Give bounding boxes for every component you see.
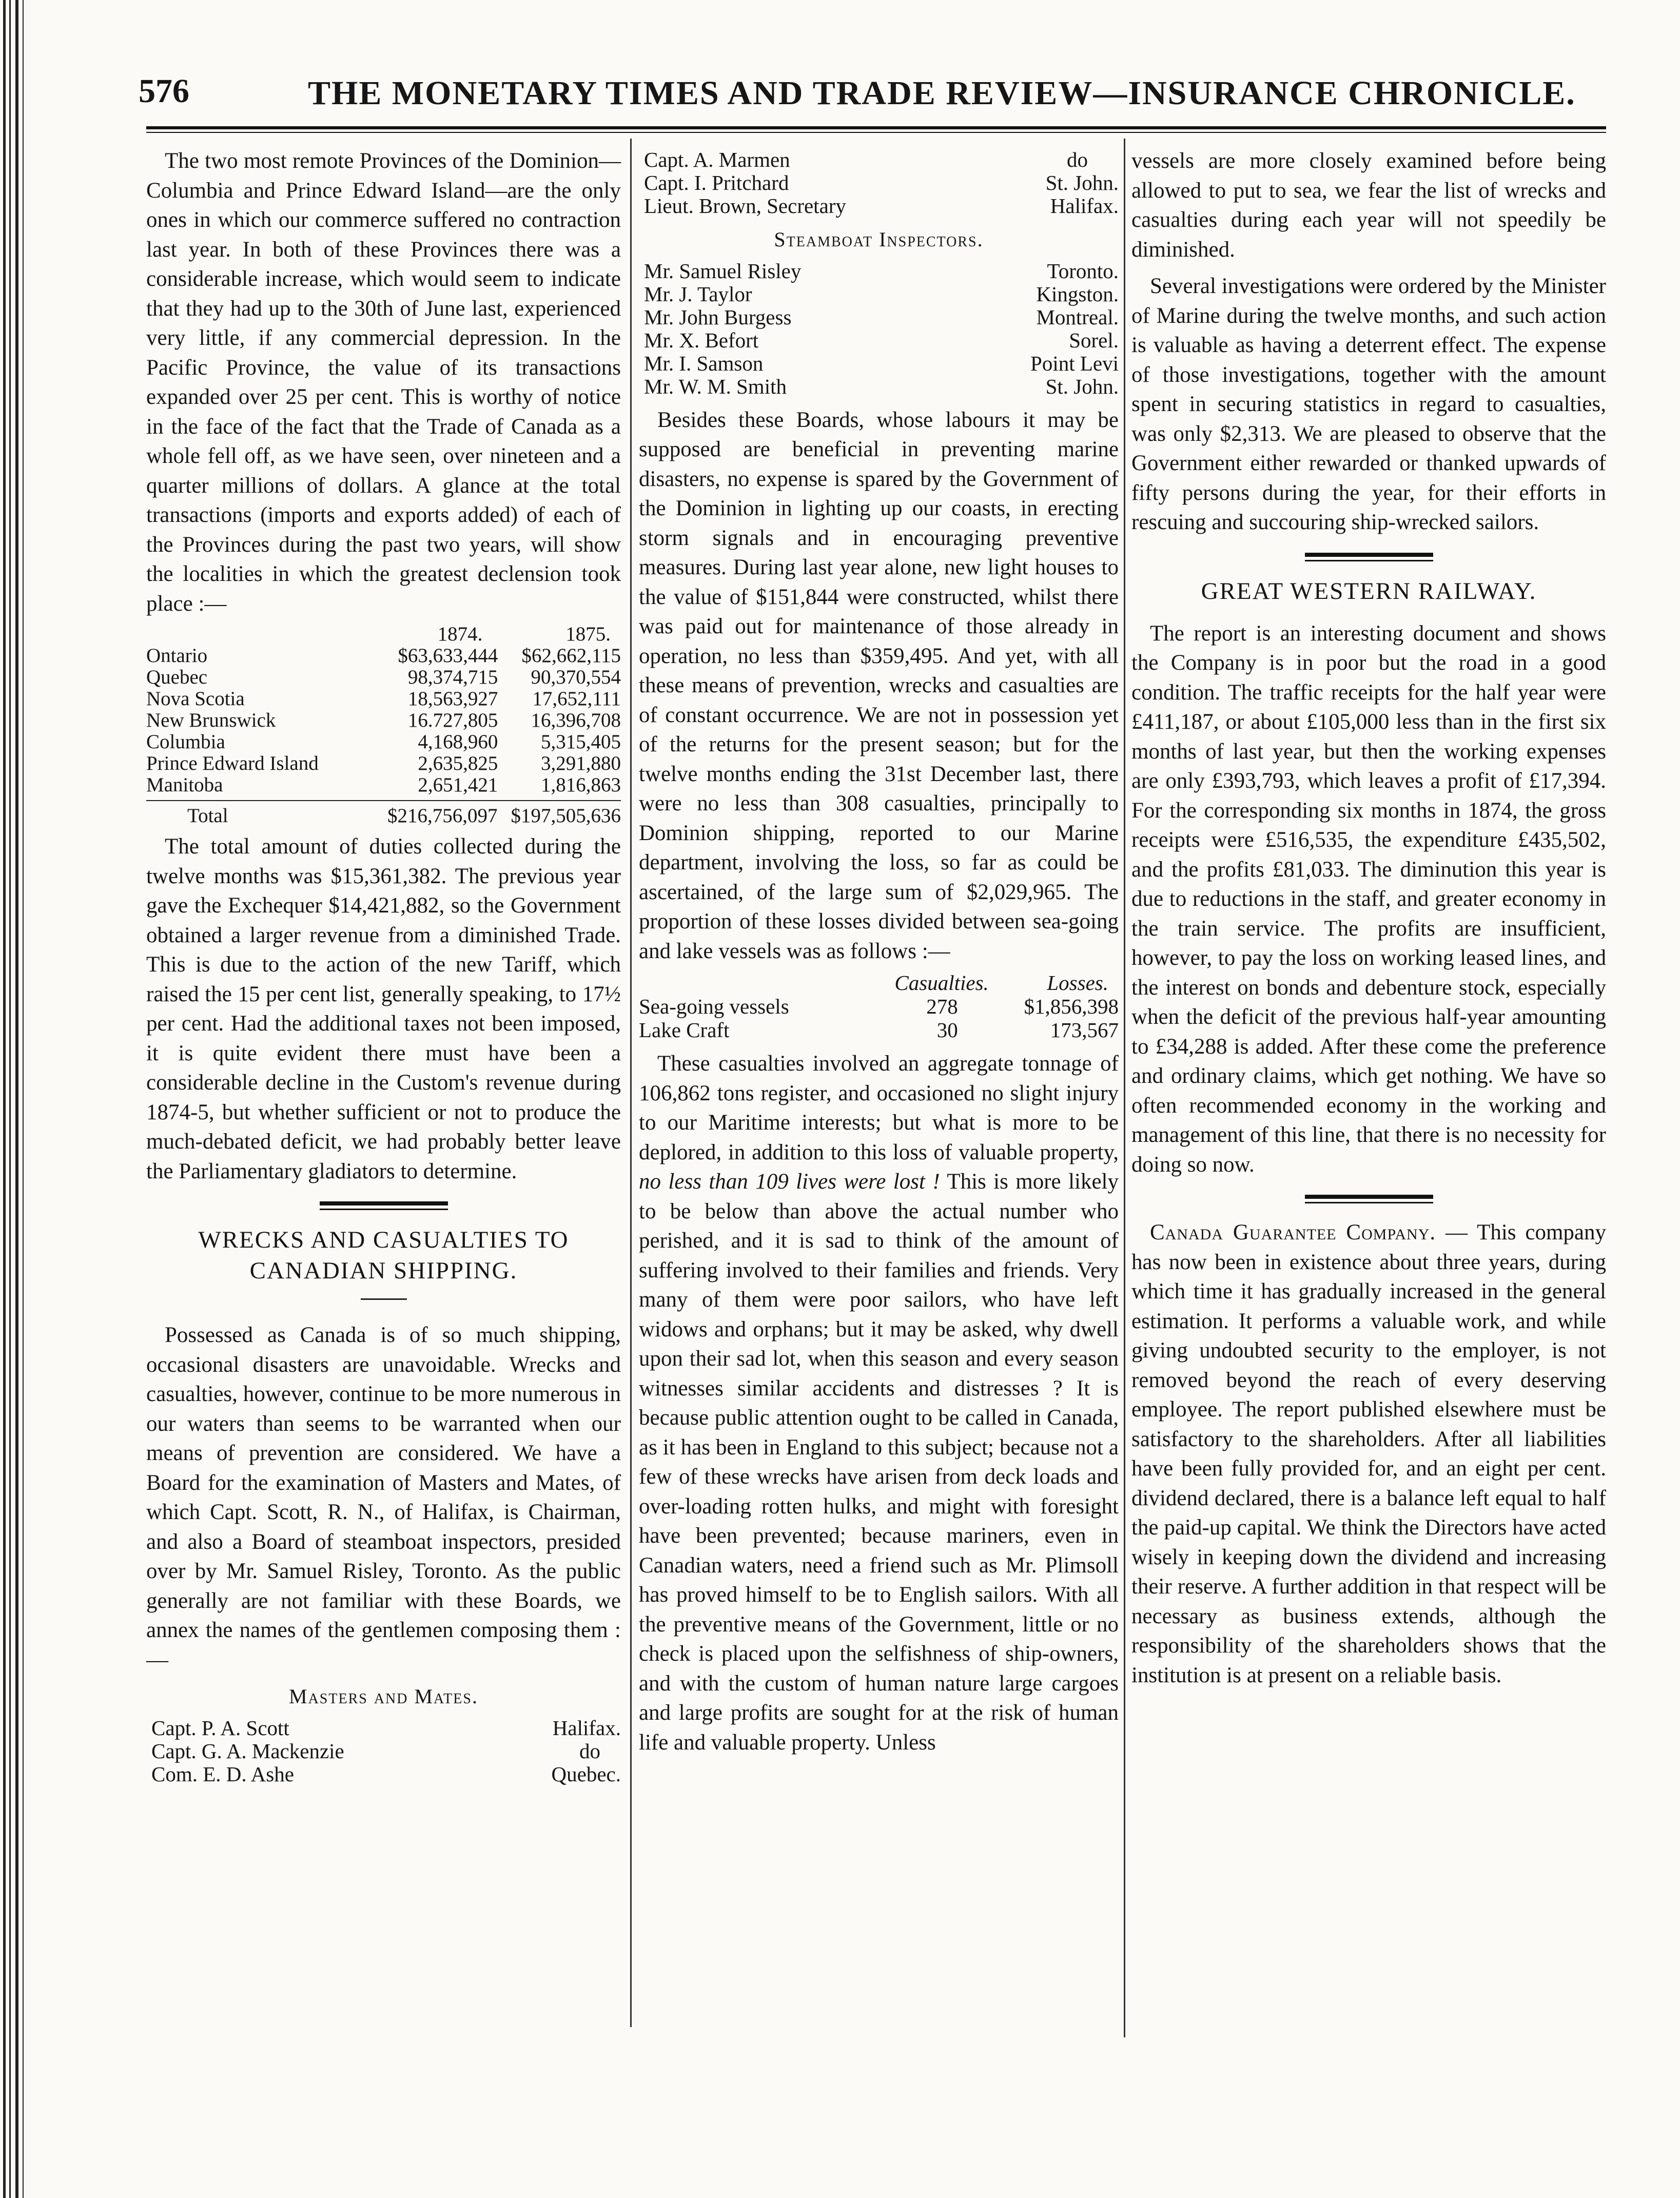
table-row xyxy=(639,1018,1119,1042)
list-item: Mr. I. Samson Point Levi xyxy=(644,351,1119,375)
header-rule-thin xyxy=(146,132,1606,133)
list-item: Capt. I. Pritchard St. John. xyxy=(644,171,1119,194)
table-header-cell xyxy=(639,971,859,995)
province-cell: Nova Scotia xyxy=(146,688,245,710)
casualties-cell: 30 xyxy=(936,1018,958,1042)
list-item: Mr. J. Taylor Kingston. xyxy=(644,282,1119,306)
value-cell: 17,652,111 xyxy=(532,688,621,710)
investigations-paragraph: Several investigations were ordered by the Minister of Marine during the twelve months, and such action is valuable as having a deterrent effect. The expense of those investigations, together with the amount spent in securing statistics in regard to casualties, was only $2,313. We are pleased to observe that the Government either rewarded or thanked upwards of fifty persons during the year, for their efforts in rescuing and succouring ship-wrecked sailors. xyxy=(1131,274,1606,534)
losses-cell: 173,567 xyxy=(1050,1018,1119,1042)
list-item: Capt. P. A. Scott Halifax. xyxy=(151,1716,621,1740)
value-cell: $62,662,115 xyxy=(521,645,621,667)
wrecks-paragraph: Possessed as Canada is of so much shipping, occasional disasters are unavoidable. Wrecks and casualties, however, continue to be more numerous in our waters than seems to be warranted when our means of prevention are considered. We have a Board for the examination of Masters and Mates, of which Capt. Scott, R. N., of Halifax, is Chairman, and also a Board of steamboat inspectors, presided over by Mr. Samuel Risley, Toronto. As the public generally are not familiar with these Boards, we annex the names of the gentlemen composing them :— xyxy=(146,1323,621,1672)
column-2 xyxy=(639,146,1119,1764)
page-header xyxy=(139,67,1606,128)
running-title: THE MONETARY TIMES AND TRADE REVIEW—INSURANCE CHRONICLE. xyxy=(308,74,1576,112)
province-cell: New Brunswick xyxy=(146,709,276,731)
canada-guarantee-paragraph: Canada Guarantee Company. — This company has now been in existence about three years, during which time it has gradually increased in the general estimation. It performs a valuable work, and while giving undoubted security to the employer, is not removed beyond the reach of every deserving employee. The report published elsewhere must be satisfactory to the shareholders. After all liabilities have been fully provided for, and an eight per cent. dividend declared, there is a balance left equal to half the paid-up capital. We think the Directors have acted wisely in keeping down the dividend and increasing their reserve. A further addition in that respect will be necessary as business extends, although the responsibility of the shareholders shows that the institution is at present on a reliable basis. xyxy=(1131,1220,1606,1687)
vessel-type-cell: Sea-going vessels xyxy=(639,995,789,1018)
table-header-cell: 1874. xyxy=(437,623,483,645)
value-cell: 16,396,708 xyxy=(531,709,621,731)
value-cell: 1,816,863 xyxy=(541,774,621,796)
table-row xyxy=(146,688,621,710)
value-cell: 98,374,715 xyxy=(407,666,498,688)
table-row xyxy=(146,667,621,688)
duties-paragraph: The total amount of duties collected during the twelve months was $15,361,382. The previous year gave the Exchequer $14,421,882, so the Government obtained a larger revenue from a diminished Trade. This is due to the action of the new Tariff, which raised the 15 per cent list, generally speaking, to 17½ per cent. Had the additional taxes not been imposed, it is quite evident there must have been a considerable decline in the Custom's revenue during 1874-5, but whether sufficient or not to produce the much-debated deficit, we had probably better leave the Parliamentary gladiators to determine. xyxy=(146,834,621,1183)
value-cell: $63,633,444 xyxy=(398,645,498,667)
table-row xyxy=(146,731,621,753)
column-3 xyxy=(1131,146,1606,1697)
masters-list-continued xyxy=(644,148,1119,218)
great-western-paragraph: The report is an interesting document and shows the Company is in poor but the road in a good condition. The traffic receipts for the half year were £411,187, or about £105,000 less than in the first six months of last year, but then the working expenses are only £393,793, which leaves a profit of £17,394. For the corresponding six months in 1874, the gross receipts were £516,535, the expenditure £435,502, and the profits £81,033. The diminution this year is due to reductions in the staff, and greater economy in the train service. The profits are insufficient, however, to pay the loss on working leased lines, and the interest on bonds and debenture stock, especially when the deficit of the previous half-year amounting to £34,288 is added. After these come the preference and ordinary claims, which get nothing. We have so often recommended economy in the working and management of this line, that there is no necessity for doing so now. xyxy=(1131,621,1606,1177)
table-row xyxy=(146,710,621,731)
list-item: Mr. Samuel Risley Toronto. xyxy=(644,259,1119,283)
list-item: Mr. X. Befort Sorel. xyxy=(644,328,1119,352)
value-cell: 2,651,421 xyxy=(418,774,498,796)
table-header-cell xyxy=(146,624,374,645)
value-cell: 4,168,960 xyxy=(418,731,498,753)
section-double-rule xyxy=(1305,1195,1433,1203)
value-cell: 5,315,405 xyxy=(541,731,621,753)
inspectors-list xyxy=(644,260,1119,398)
masters-list xyxy=(151,1717,621,1786)
table-header-cell: Casualties. xyxy=(894,971,989,995)
provinces-trade-table xyxy=(146,624,621,796)
value-cell: 2,635,825 xyxy=(418,752,498,774)
page-number: 576 xyxy=(139,72,189,110)
header-rule xyxy=(146,126,1606,129)
table-total-row xyxy=(146,805,621,827)
table-row xyxy=(639,995,1119,1018)
column-1 xyxy=(146,146,621,1793)
lives-lost-emphasis: no less than 109 lives were lost ! xyxy=(639,1170,940,1194)
page-binding-edge xyxy=(0,0,30,2198)
column-divider xyxy=(1124,139,1125,2037)
list-item: Capt. G. A. Mackenzie do xyxy=(151,1739,600,1763)
list-item: Mr. John Burgess Montreal. xyxy=(644,305,1119,329)
province-cell: Prince Edward Island xyxy=(146,752,319,774)
list-item: Lieut. Brown, Secretary Halifax. xyxy=(644,194,1119,218)
list-item: Com. E. D. Ashe Quebec. xyxy=(151,1762,621,1786)
value-cell: 90,370,554 xyxy=(531,666,621,688)
table-row xyxy=(146,753,621,774)
total-label: Total xyxy=(187,805,228,827)
table-row xyxy=(146,774,621,796)
section-double-rule xyxy=(1305,553,1433,561)
column-divider xyxy=(630,139,632,2027)
province-cell: Quebec xyxy=(146,666,208,688)
table-header-row xyxy=(146,624,621,645)
table-total-rule xyxy=(146,800,621,801)
value-cell: 3,291,880 xyxy=(541,752,621,774)
list-item: Mr. W. M. Smith St. John. xyxy=(644,374,1119,398)
great-western-heading: GREAT WESTERN RAILWAY. xyxy=(1201,577,1537,605)
list-item: Capt. A. Marmen do xyxy=(644,148,1088,171)
casualties-cell: 278 xyxy=(926,995,958,1018)
besides-paragraph: Besides these Boards, whose labours it may be supposed are beneficial in preventing marine disasters, no expense is spared by the Government of the Dominion in lighting up our coasts, in erecting storm signals and in encouraging preventive measures. During last year alone, new light houses to the value of $151,844 were constructed, whilst there was paid out for maintenance of those already in operation, no less than $359,495. And yet, with all these means of prevention, wrecks and casualties are of constant occurrence. We are not in possession yet of the returns for the present season; but for the twelve months ending the 31st December last, there were no less than 308 casualties, principally to Dominion shipping, reported to our Marine department, involving the loss, so far as could be ascertained, of the large sum of $2,029,965. The proportion of these losses divided between sea-going and lake vessels was as follows :— xyxy=(639,407,1119,963)
section-double-rule xyxy=(320,1201,448,1210)
province-cell: Ontario xyxy=(146,645,208,667)
short-rule xyxy=(361,1298,407,1300)
canada-guarantee-lead: Canada Guarantee Company. — xyxy=(1150,1220,1468,1244)
casualties-table xyxy=(639,971,1119,1042)
tonnage-paragraph: These casualties involved an aggregate tonnage of 106,862 tons register, and occasioned no slight injury to our Maritime interests; but what is more to be deplored, in addition to this loss of valuable property, no less than 109 lives were lost ! This is more likely to be below than above the actual number who perished, and it is sad to think of the amount of suffering involved to their families and friends. Very many of them were poor sailors, who have left widows and orphans; but it may be asked, why dwell upon their sad lot, when this season and every season witnesses similar accidents and distresses ? It is because public attention ought to be called in Canada, as it has been in England to this subject; because not a few of these wrecks have arisen from deck loads and over-loading rotten hulks, and might with foresight have been prevented; because mariners, even in Canadian waters, need a friend such as Mr. Plimsoll has proved himself to be to English sailors. With all the preventive means of the Government, little or no check is placed upon the selfishness of ship-owners, and with the custom of human nature large cargoes and large profits are sought for at the risk of human life and valuable property. Unless xyxy=(639,1052,1119,1755)
provinces-paragraph: The two most remote Provinces of the Dominion—Columbia and Prince Edward Island—are the only ones in which our commerce suffered no contraction last year. In both of these Provinces there was a considerable increase, which would seem to indicate that they had up to the 30th of June last, experienced very little, if any commercial depression. In the Pacific Province, the value of its transactions expanded over 25 per cent. This is worthy of notice in the face of the fact that the Trade of Canada as a whole fell off, as we have seen, over nineteen and a quarter millions of dollars. A glance at the total transactions (imports and exports added) of each of the Provinces during the past two years, will show the localities in which the greatest declension took place :— xyxy=(146,149,621,616)
masters-heading: Masters and Mates. xyxy=(289,1685,478,1708)
table-header-cell: Losses. xyxy=(1047,971,1108,995)
wrecks-heading: WRECKS AND CASUALTIES TO CANADIAN SHIPPING. xyxy=(198,1227,569,1284)
province-cell: Columbia xyxy=(146,731,225,753)
losses-cell: $1,856,398 xyxy=(1024,995,1119,1018)
table-header-cell: 1875. xyxy=(565,623,611,645)
value-cell: 18,563,927 xyxy=(407,688,498,710)
table-row xyxy=(146,645,621,667)
steamboat-heading: Steamboat Inspectors. xyxy=(774,228,984,251)
continued-paragraph: vessels are more closely examined before being allowed to put to sea, we fear the list of wrecks and casualties during each year will not speedily be diminished. xyxy=(1131,149,1606,262)
provinces-total-table xyxy=(146,805,621,827)
table-header-row xyxy=(639,971,1119,995)
value-cell: 16.727,805 xyxy=(407,709,498,731)
total-1875: $197,505,636 xyxy=(511,805,621,827)
vessel-type-cell: Lake Craft xyxy=(639,1018,730,1042)
province-cell: Manitoba xyxy=(146,774,223,796)
total-1874: $216,756,097 xyxy=(387,805,498,827)
